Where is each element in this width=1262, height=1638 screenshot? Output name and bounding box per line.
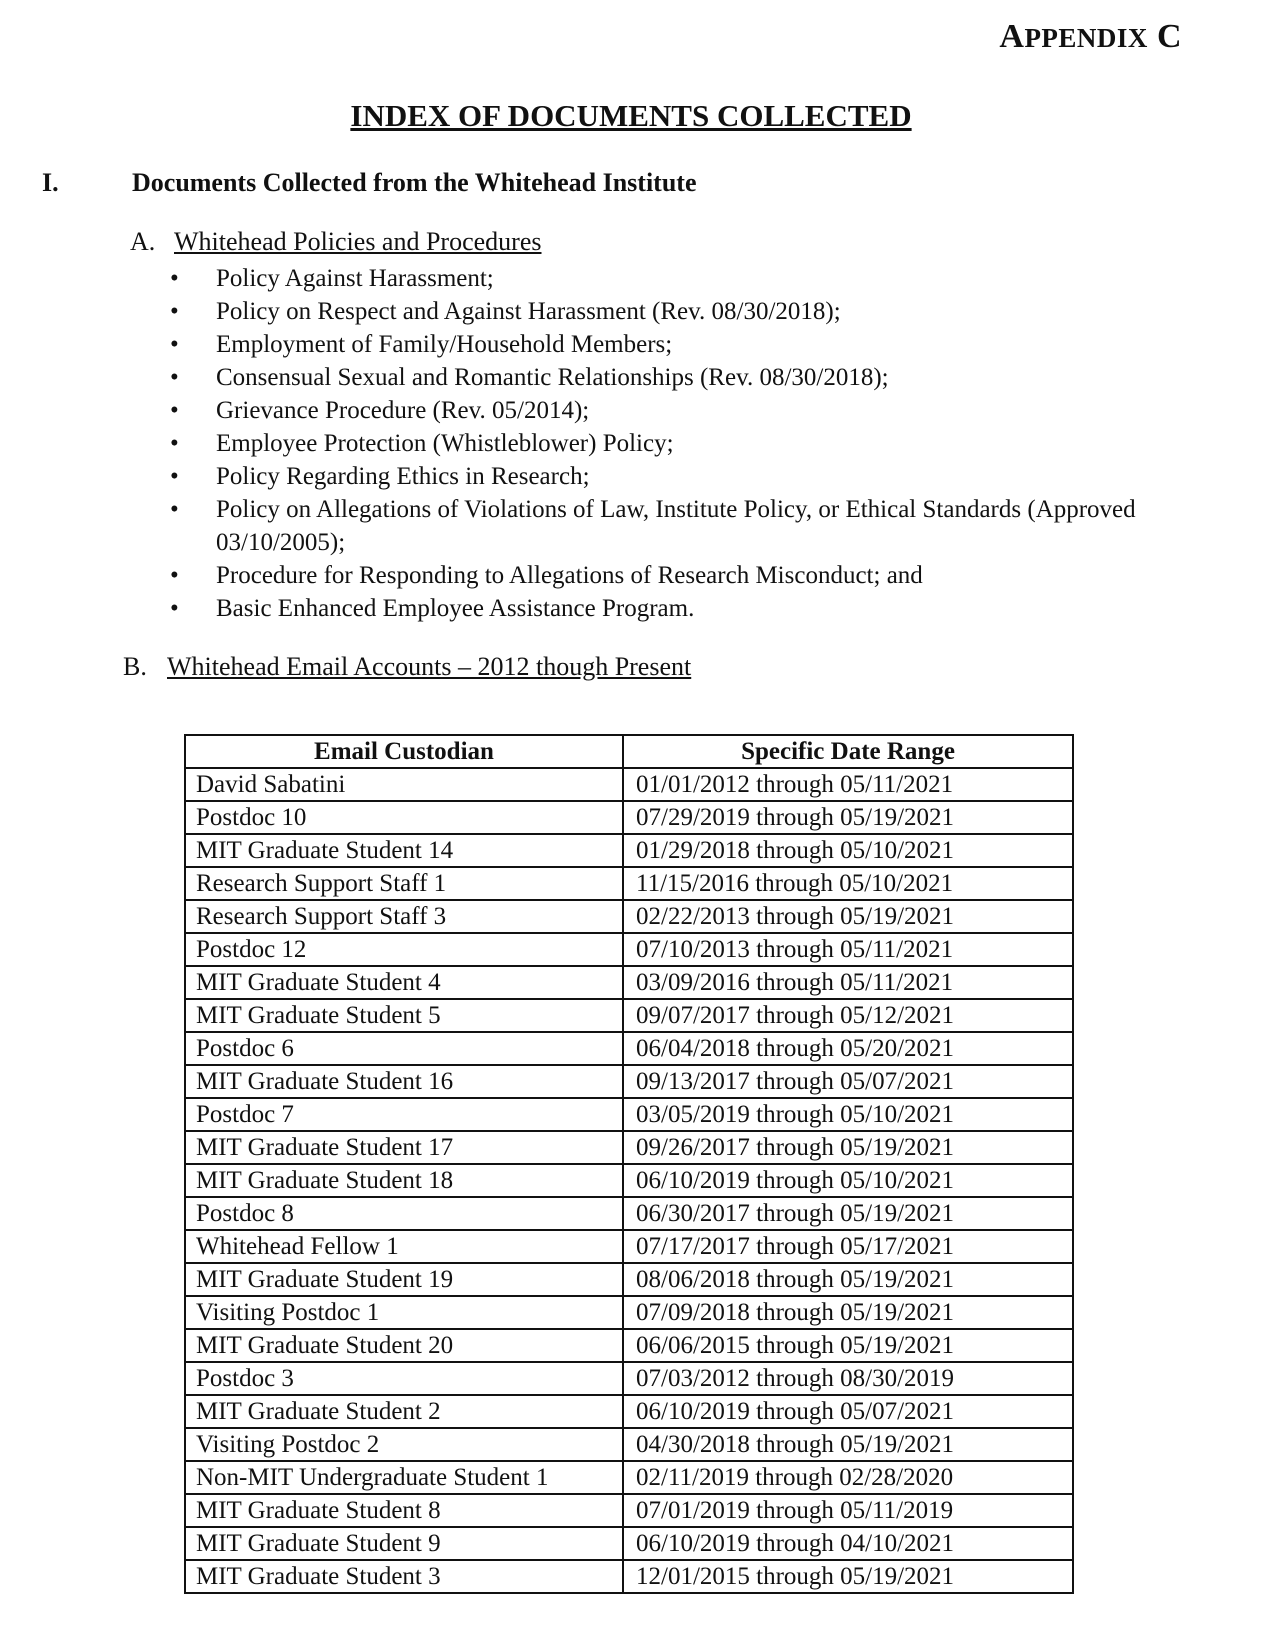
date-range-cell: 06/30/2017 through 05/19/2021 xyxy=(623,1197,1073,1230)
list-item xyxy=(170,328,1250,361)
table-row xyxy=(185,768,1073,801)
date-range-cell: 07/03/2012 through 08/30/2019 xyxy=(623,1362,1073,1395)
date-range-cell: 07/01/2019 through 05/11/2019 xyxy=(623,1494,1073,1527)
custodian-cell: Whitehead Fellow 1 xyxy=(185,1230,623,1263)
list-item xyxy=(170,394,1250,427)
list-item-text: Policy Against Harassment; xyxy=(216,265,494,292)
date-range-cell: 02/11/2019 through 02/28/2020 xyxy=(623,1461,1073,1494)
list-item-text: Employment of Family/Household Members; xyxy=(216,331,673,358)
custodian-cell: MIT Graduate Student 16 xyxy=(185,1065,623,1098)
table-row xyxy=(185,900,1073,933)
document-title: INDEX OF DOCUMENTS COLLECTED xyxy=(350,98,912,133)
custodian-cell: Research Support Staff 3 xyxy=(185,900,623,933)
date-range-cell: 12/01/2015 through 05/19/2021 xyxy=(623,1560,1073,1593)
custodian-cell: Visiting Postdoc 1 xyxy=(185,1296,623,1329)
custodian-cell: MIT Graduate Student 19 xyxy=(185,1263,623,1296)
custodian-cell: Postdoc 8 xyxy=(185,1197,623,1230)
table-row xyxy=(185,801,1073,834)
subsection-a-letter: A. xyxy=(130,227,156,256)
date-range-cell: 06/06/2015 through 05/19/2021 xyxy=(623,1329,1073,1362)
list-item xyxy=(170,427,1250,460)
bullet-icon: • xyxy=(170,463,179,490)
custodian-cell: David Sabatini xyxy=(185,768,623,801)
custodian-cell: MIT Graduate Student 5 xyxy=(185,999,623,1032)
custodian-cell: MIT Graduate Student 20 xyxy=(185,1329,623,1362)
custodian-cell: Postdoc 3 xyxy=(185,1362,623,1395)
date-range-cell: 07/10/2013 through 05/11/2021 xyxy=(623,933,1073,966)
date-range-cell: 09/07/2017 through 05/12/2021 xyxy=(623,999,1073,1032)
table-header-row xyxy=(185,735,1073,768)
date-range-cell: 07/17/2017 through 05/17/2021 xyxy=(623,1230,1073,1263)
date-range-cell: 03/05/2019 through 05/10/2021 xyxy=(623,1098,1073,1131)
date-range-cell: 04/30/2018 through 05/19/2021 xyxy=(623,1428,1073,1461)
column-header-custodian: Email Custodian xyxy=(185,735,623,768)
list-item xyxy=(170,295,1250,328)
date-range-cell: 09/13/2017 through 05/07/2021 xyxy=(623,1065,1073,1098)
date-range-cell: 06/10/2019 through 04/10/2021 xyxy=(623,1527,1073,1560)
appendix-first-letter: A xyxy=(999,18,1025,55)
table-row xyxy=(185,1230,1073,1263)
appendix-letter: C xyxy=(1156,18,1182,55)
table-row xyxy=(185,1428,1073,1461)
date-range-cell: 01/29/2018 through 05/10/2021 xyxy=(623,834,1073,867)
list-item xyxy=(170,361,1250,394)
list-item-text: Grievance Procedure (Rev. 05/2014); xyxy=(216,397,590,424)
subsection-b-title: Whitehead Email Accounts – 2012 though Present xyxy=(167,652,692,681)
custodian-cell: Research Support Staff 1 xyxy=(185,867,623,900)
bullet-icon: • xyxy=(170,364,179,391)
list-item-text: Policy on Allegations of Violations of Law, Institute Policy, or Ethical Standards (Approved 03/10/2005); xyxy=(216,496,1136,556)
date-range-cell: 07/09/2018 through 05/19/2021 xyxy=(623,1296,1073,1329)
list-item-text: Policy Regarding Ethics in Research; xyxy=(216,463,590,490)
date-range-cell: 06/10/2019 through 05/10/2021 xyxy=(623,1164,1073,1197)
custodian-cell: Postdoc 10 xyxy=(185,801,623,834)
date-range-cell: 03/09/2016 through 05/11/2021 xyxy=(623,966,1073,999)
column-header-date-range: Specific Date Range xyxy=(623,735,1073,768)
table-row xyxy=(185,1527,1073,1560)
table-row xyxy=(185,1197,1073,1230)
table-row xyxy=(185,1032,1073,1065)
custodian-cell: MIT Graduate Student 3 xyxy=(185,1560,623,1593)
list-item xyxy=(170,262,1250,295)
list-item-text: Policy on Respect and Against Harassment (Rev. 08/30/2018); xyxy=(216,298,841,325)
custodian-cell: MIT Graduate Student 14 xyxy=(185,834,623,867)
table-row xyxy=(185,1263,1073,1296)
bullet-icon: • xyxy=(170,430,179,457)
custodian-cell: Postdoc 12 xyxy=(185,933,623,966)
appendix-rest: PPENDIX xyxy=(1024,23,1148,53)
list-item-text: Procedure for Responding to Allegations of Research Misconduct; and xyxy=(216,562,923,589)
table-row xyxy=(185,1098,1073,1131)
table-row xyxy=(185,1461,1073,1494)
date-range-cell: 09/26/2017 through 05/19/2021 xyxy=(623,1131,1073,1164)
custodian-cell: MIT Graduate Student 9 xyxy=(185,1527,623,1560)
table-row xyxy=(185,1395,1073,1428)
table-row xyxy=(185,1296,1073,1329)
date-range-cell: 01/01/2012 through 05/11/2021 xyxy=(623,768,1073,801)
table-row xyxy=(185,834,1073,867)
bullet-icon: • xyxy=(170,331,179,358)
table-row xyxy=(185,1164,1073,1197)
table-row xyxy=(185,1065,1073,1098)
bullet-icon: • xyxy=(170,562,179,589)
policy-list xyxy=(170,262,1250,625)
email-custodian-table xyxy=(184,734,1074,1594)
list-item-text: Employee Protection (Whistleblower) Policy; xyxy=(216,430,674,457)
subsection-b-heading xyxy=(123,652,691,682)
date-range-cell: 11/15/2016 through 05/10/2021 xyxy=(623,867,1073,900)
bullet-icon: • xyxy=(170,496,179,523)
date-range-cell: 07/29/2019 through 05/19/2021 xyxy=(623,801,1073,834)
custodian-cell: Postdoc 7 xyxy=(185,1098,623,1131)
table-row xyxy=(185,1362,1073,1395)
table-row xyxy=(185,1131,1073,1164)
list-item xyxy=(170,559,1250,592)
custodian-cell: Postdoc 6 xyxy=(185,1032,623,1065)
bullet-icon: • xyxy=(170,397,179,424)
custodian-cell: Visiting Postdoc 2 xyxy=(185,1428,623,1461)
bullet-icon: • xyxy=(170,298,179,325)
table-row xyxy=(185,867,1073,900)
appendix-heading xyxy=(999,18,1182,56)
table-row xyxy=(185,1329,1073,1362)
section-number: I. xyxy=(42,168,59,197)
bullet-icon: • xyxy=(170,595,179,622)
subsection-a-title: Whitehead Policies and Procedures xyxy=(174,227,542,256)
list-item-text: Basic Enhanced Employee Assistance Program. xyxy=(216,595,695,622)
subsection-b-letter: B. xyxy=(123,652,147,681)
custodian-cell: MIT Graduate Student 18 xyxy=(185,1164,623,1197)
list-item-text: Consensual Sexual and Romantic Relationships (Rev. 08/30/2018); xyxy=(216,364,889,391)
section-title: Documents Collected from the Whitehead Institute xyxy=(132,168,697,197)
table-row xyxy=(185,1560,1073,1593)
list-item xyxy=(170,592,1250,625)
custodian-cell: MIT Graduate Student 4 xyxy=(185,966,623,999)
custodian-cell: MIT Graduate Student 17 xyxy=(185,1131,623,1164)
table-row xyxy=(185,933,1073,966)
date-range-cell: 06/10/2019 through 05/07/2021 xyxy=(623,1395,1073,1428)
custodian-cell: MIT Graduate Student 2 xyxy=(185,1395,623,1428)
custodian-cell: Non-MIT Undergraduate Student 1 xyxy=(185,1461,623,1494)
custodian-cell: MIT Graduate Student 8 xyxy=(185,1494,623,1527)
bullet-icon: • xyxy=(170,265,179,292)
date-range-cell: 08/06/2018 through 05/19/2021 xyxy=(623,1263,1073,1296)
date-range-cell: 02/22/2013 through 05/19/2021 xyxy=(623,900,1073,933)
list-item xyxy=(170,493,1250,559)
table-row xyxy=(185,1494,1073,1527)
list-item xyxy=(170,460,1250,493)
table-row xyxy=(185,966,1073,999)
table-row xyxy=(185,999,1073,1032)
subsection-a-heading xyxy=(130,227,542,257)
date-range-cell: 06/04/2018 through 05/20/2021 xyxy=(623,1032,1073,1065)
